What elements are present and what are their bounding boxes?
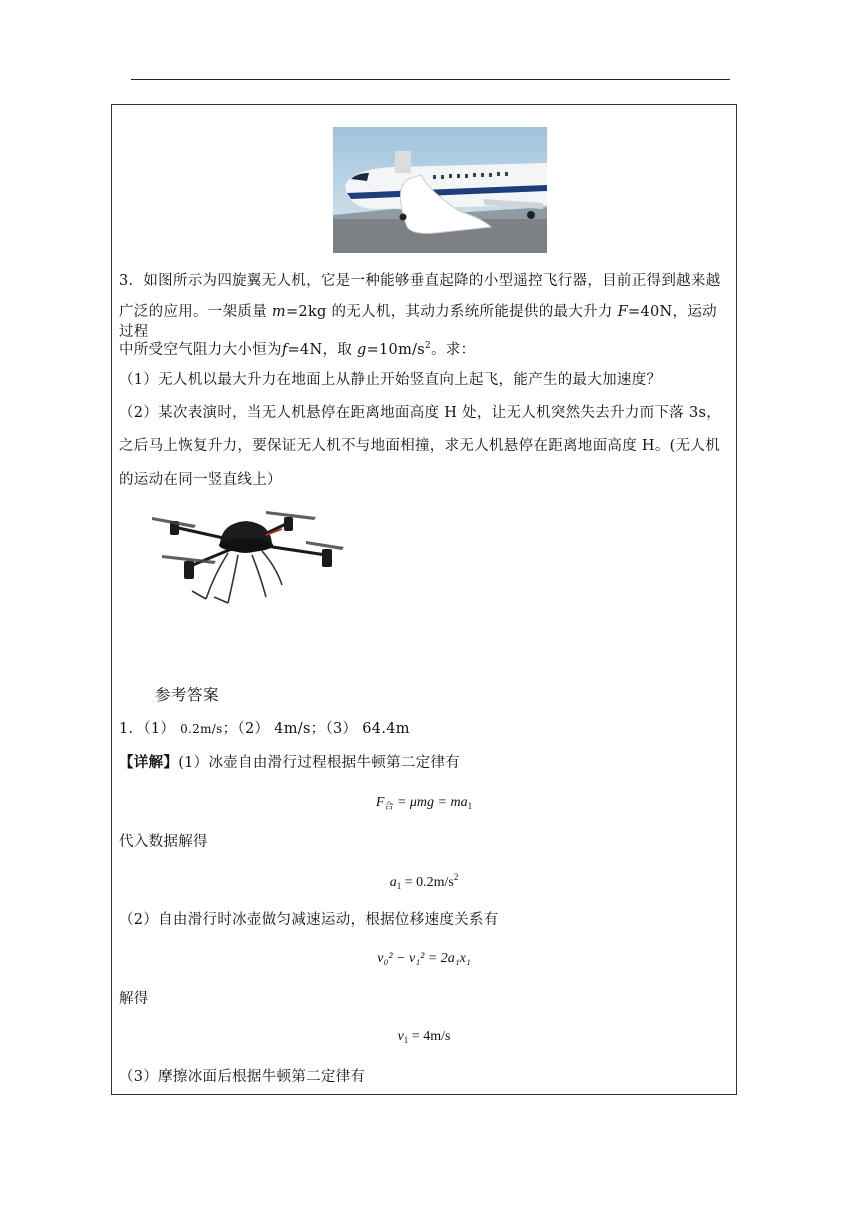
q3-part2-line1: （2）某次表演时，当无人机悬停在距离地面高度 H 处，让无人机突然失去升力而下落 3s， (119, 405, 722, 421)
detail-text: (1）冰壶自由滑行过程根据牛顿第二定律有 (178, 755, 461, 771)
eq4-right: = 4m/s (408, 1029, 451, 1044)
substitute-text: 代入数据解得 (119, 834, 208, 850)
equation-1 (112, 795, 736, 812)
eq3: v₀² − v₁² = 2a₁x₁ (377, 951, 471, 966)
q3-line3-b: =4N，取 (287, 342, 357, 358)
eq1-left: F (375, 795, 385, 810)
q3-part2-line2: 之后马上恢复升力，要保证无人机不与地面相撞，求无人机悬停在距离地面高度 H。(无人机 (119, 438, 721, 454)
answer-line1-a: 1．（1） (119, 721, 181, 737)
q3-line3 (119, 336, 731, 360)
part3-text: （3）摩擦冰面后根据牛顿第二定律有 (119, 1069, 366, 1085)
eq1-sub: 合 (384, 801, 394, 811)
detail-line (119, 753, 731, 773)
airplane-image (333, 127, 547, 253)
q3-part1: （1）无人机以最大升力在地面上从静止开始竖直向上起飞，能产生的最大加速度？ (119, 372, 662, 388)
q3-line3-a: 中所受空气阻力大小恒为 (119, 342, 282, 358)
answer-title: 参考答案 (155, 686, 220, 704)
detail-label: 【详解】 (119, 754, 179, 771)
q3-part2-line3: 的运动在同一竖直线上） (119, 472, 282, 488)
equation-2 (112, 872, 736, 891)
solve-text: 解得 (119, 991, 149, 1007)
answer-value-1: 0.2m/s (180, 722, 223, 736)
var-F: F (617, 304, 629, 320)
q3-line3-c: =10m/s (366, 342, 426, 358)
q3-line2-c: =40N，运动过程 (119, 304, 717, 340)
var-f: f (281, 342, 288, 358)
q3-line2-a: 广泛的应用。一架质量 (119, 304, 272, 320)
eq1-right-sub: 1 (467, 801, 473, 811)
eq4-sub: 1 (403, 1035, 409, 1045)
answer-line1-b: ；（2） 4m/s；（3） 64.4m (222, 721, 410, 737)
eq2-sub: 1 (396, 881, 402, 891)
q3-line1: 3．如图所示为四旋翼无人机，它是一种能够垂直起降的小型遥控飞行器，目前正得到越来越 (119, 273, 721, 289)
equation-3 (112, 951, 736, 967)
q3-line3-sup: 2 (425, 341, 432, 351)
content-box (111, 104, 737, 1095)
eq2-right: = 0.2m/s (401, 875, 454, 890)
var-m: m (271, 304, 286, 320)
eq4-left: v (397, 1029, 404, 1044)
q3-line2-b: =2kg 的无人机，其动力系统所能提供的最大升力 (285, 304, 618, 320)
quadcopter-drone-image (148, 505, 344, 609)
question-3-text (119, 271, 731, 291)
eq1-right: = μmg = ma (393, 795, 468, 810)
header-rule (131, 79, 730, 80)
q3-line3-d: 。求： (431, 342, 476, 358)
eq2-sup: 2 (453, 872, 459, 882)
var-g: g (356, 342, 367, 358)
equation-4 (112, 1029, 736, 1045)
eq2-left: a (389, 875, 397, 890)
part2-text: （2）自由滑行时冰壶做匀减速运动，根据位移速度关系有 (119, 912, 499, 928)
answer-line1 (119, 719, 731, 739)
